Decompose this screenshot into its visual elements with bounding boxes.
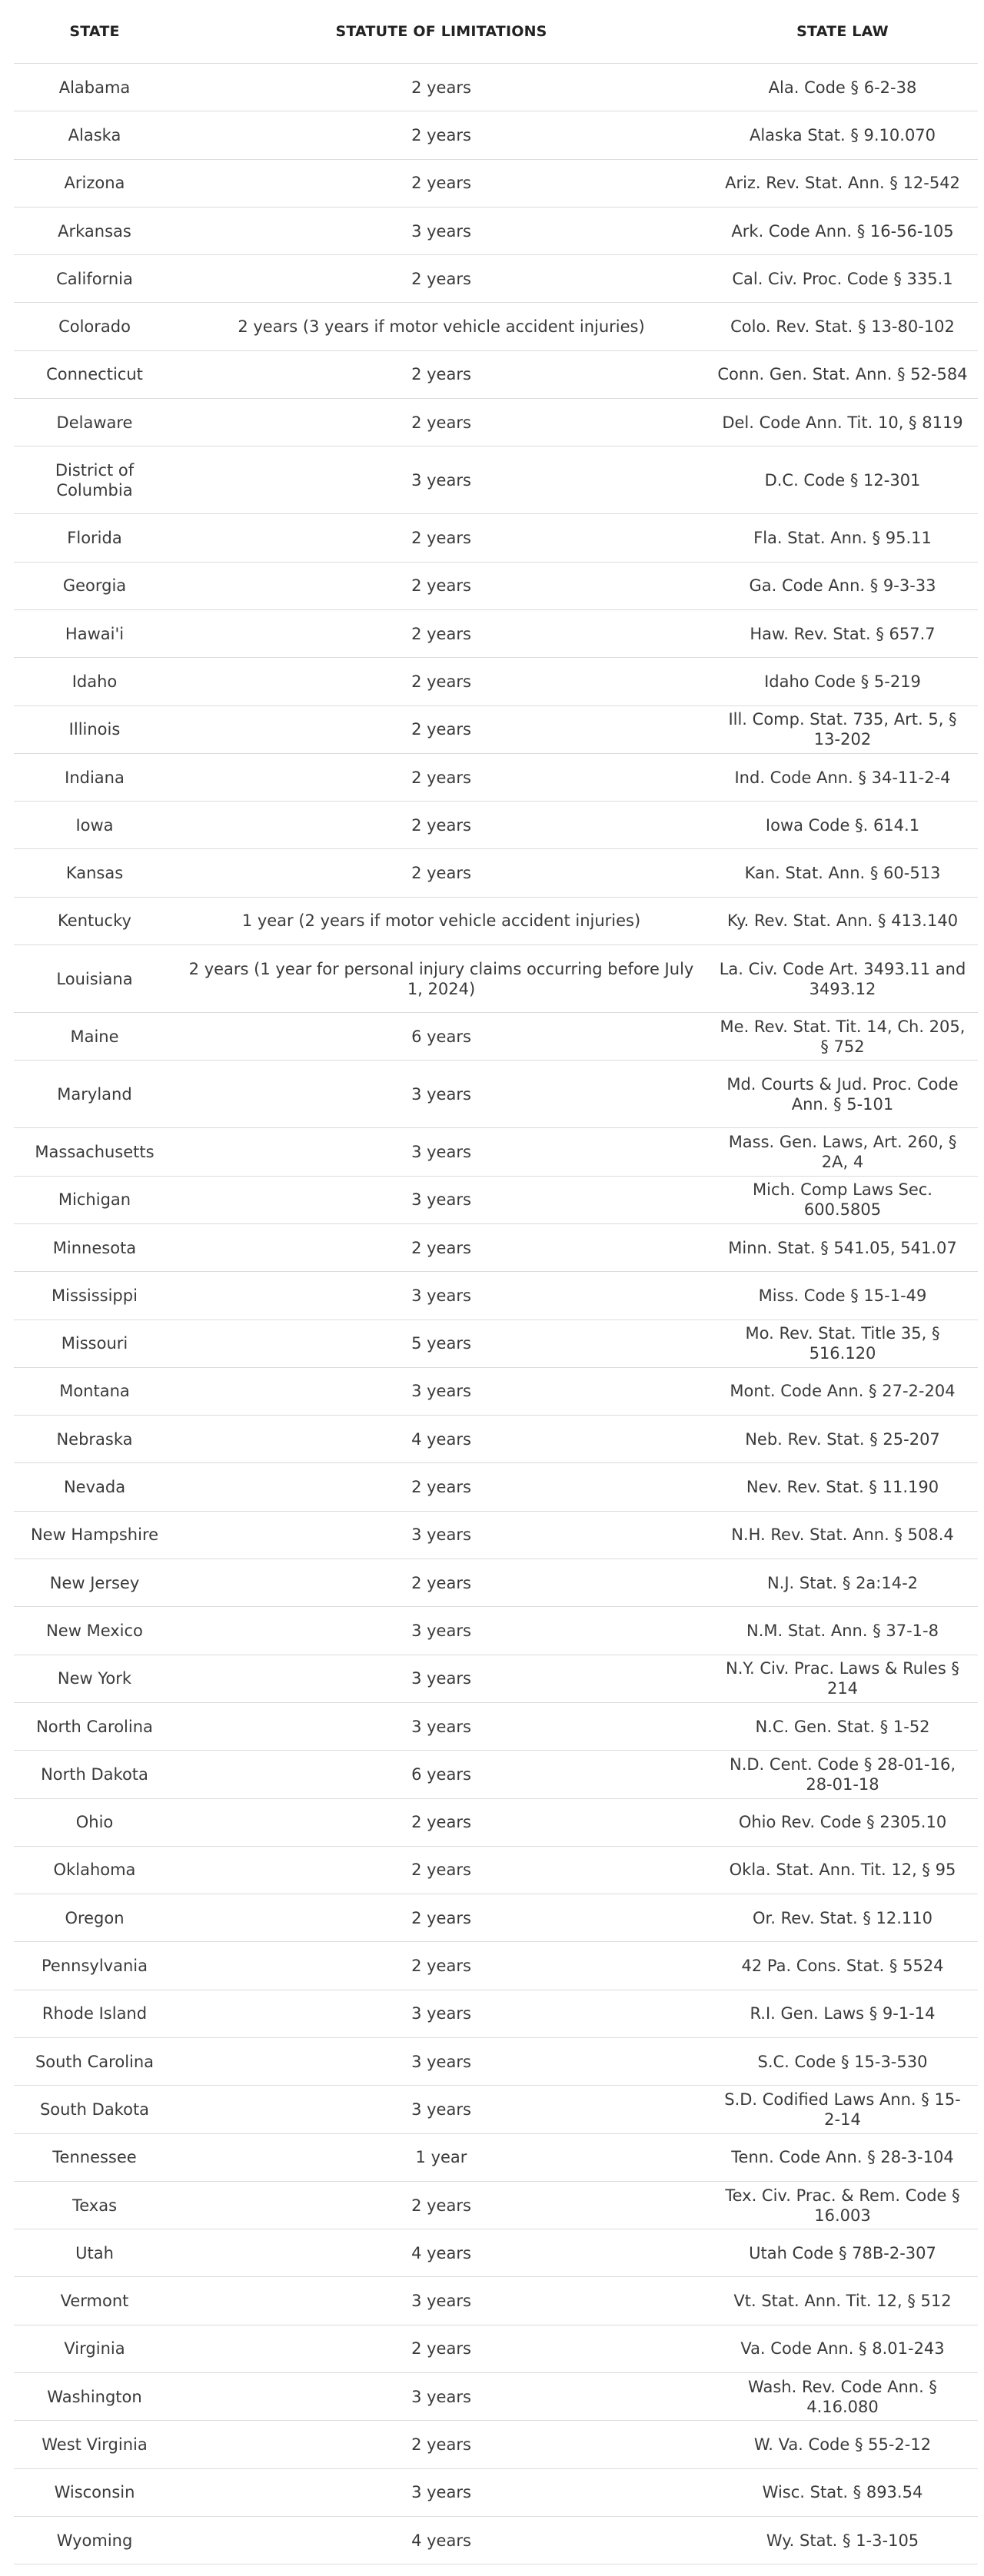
state-cell: Indiana: [14, 753, 175, 801]
table-row: [14, 753, 978, 801]
state-cell: Pennsylvania: [14, 1942, 175, 1990]
statute-cell: 3 years: [175, 2468, 707, 2516]
state-law-cell: N.C. Gen. Stat. § 1-52: [707, 1702, 978, 1750]
state-cell: Wyoming: [14, 2516, 175, 2564]
state-cell: Arkansas: [14, 207, 175, 254]
statute-cell: 2 years: [175, 2181, 707, 2229]
statute-cell: 3 years: [175, 1607, 707, 1655]
state-cell: Hawai'i: [14, 609, 175, 657]
state-cell: Massachusetts: [14, 1128, 175, 1176]
statute-cell: 3 years: [175, 2373, 707, 2421]
table-row: [14, 802, 978, 849]
statute-cell: 2 years: [175, 2421, 707, 2468]
table-row: [14, 2325, 978, 2372]
state-cell: Utah: [14, 2229, 175, 2277]
state-law-cell: N.D. Cent. Code § 28-01-16, 28-01-18: [707, 1751, 978, 1798]
table-row: [14, 1367, 978, 1415]
state-law-cell: Or. Rev. Stat. § 12.110: [707, 1894, 978, 1942]
state-law-cell: Mass. Gen. Laws, Art. 260, § 2A, 4: [707, 1128, 978, 1176]
state-law-cell: N.Y. Civ. Prac. Laws & Rules § 214: [707, 1655, 978, 1702]
statute-cell: 2 years: [175, 2325, 707, 2372]
state-law-cell: Ariz. Rev. Stat. Ann. § 12-542: [707, 159, 978, 207]
statute-cell: 6 years: [175, 1751, 707, 1798]
state-law-cell: Tenn. Code Ann. § 28-3-104: [707, 2133, 978, 2181]
state-law-cell: Miss. Code § 15-1-49: [707, 1272, 978, 1320]
table-row: [14, 1559, 978, 1607]
table-row: [14, 64, 978, 111]
state-cell: Colorado: [14, 303, 175, 350]
state-law-cell: Okla. Stat. Ann. Tit. 12, § 95: [707, 1846, 978, 1894]
state-law-cell: Ky. Rev. Stat. Ann. § 413.140: [707, 897, 978, 944]
state-cell: Minnesota: [14, 1223, 175, 1271]
state-cell: Maryland: [14, 1061, 175, 1128]
statute-cell: 2 years: [175, 1846, 707, 1894]
state-cell: Tennessee: [14, 2133, 175, 2181]
statute-cell: 2 years: [175, 802, 707, 849]
table-row: [14, 609, 978, 657]
state-cell: Montana: [14, 1367, 175, 1415]
state-law-cell: S.C. Code § 15-3-530: [707, 2037, 978, 2085]
state-law-cell: Haw. Rev. Stat. § 657.7: [707, 609, 978, 657]
statute-cell: 2 years: [175, 1559, 707, 1607]
statute-cell: 2 years: [175, 111, 707, 159]
table-row: [14, 1128, 978, 1176]
statute-cell: 2 years: [175, 255, 707, 303]
state-law-cell: N.H. Rev. Stat. Ann. § 508.4: [707, 1511, 978, 1559]
state-cell: Texas: [14, 2181, 175, 2229]
table-row: [14, 159, 978, 207]
table-row: [14, 1990, 978, 2037]
state-law-cell: Ala. Code § 6-2-38: [707, 64, 978, 111]
state-law-cell: Colo. Rev. Stat. § 13-80-102: [707, 303, 978, 350]
statute-cell: 5 years: [175, 1320, 707, 1367]
header-state: STATE: [14, 0, 175, 64]
table-row: [14, 255, 978, 303]
state-law-cell: Ind. Code Ann. § 34-11-2-4: [707, 753, 978, 801]
statute-cell: 2 years (3 years if motor vehicle accident injuries): [175, 303, 707, 350]
table-row: [14, 1272, 978, 1320]
state-law-cell: Wisc. Stat. § 893.54: [707, 2468, 978, 2516]
state-law-cell: Conn. Gen. Stat. Ann. § 52-584: [707, 350, 978, 398]
table-row: [14, 562, 978, 609]
state-law-cell: La. Civ. Code Art. 3493.11 and 3493.12: [707, 945, 978, 1013]
state-cell: Alabama: [14, 64, 175, 111]
table-row: [14, 849, 978, 897]
statute-cell: 2 years: [175, 350, 707, 398]
state-law-cell: Mont. Code Ann. § 27-2-204: [707, 1367, 978, 1415]
statute-cell: 2 years (1 year for personal injury claims occurring before July 1, 2024): [175, 945, 707, 1013]
state-law-cell: Utah Code § 78B-2-307: [707, 2229, 978, 2277]
table-row: [14, 514, 978, 562]
table-row: [14, 705, 978, 753]
state-cell: New Hampshire: [14, 1511, 175, 1559]
table-row: [14, 399, 978, 446]
table-row: [14, 2277, 978, 2325]
table-body: [14, 64, 978, 2564]
state-law-cell: Iowa Code §. 614.1: [707, 802, 978, 849]
table-row: [14, 1320, 978, 1367]
state-cell: Washington: [14, 2373, 175, 2421]
state-cell: New Mexico: [14, 1607, 175, 1655]
state-law-cell: Ill. Comp. Stat. 735, Art. 5, § 13-202: [707, 705, 978, 753]
state-cell: Nevada: [14, 1463, 175, 1511]
state-cell: Illinois: [14, 705, 175, 753]
statute-cell: 1 year: [175, 2133, 707, 2181]
table-row: [14, 2037, 978, 2085]
statute-cell: 1 year (2 years if motor vehicle accident injuries): [175, 897, 707, 944]
state-cell: Nebraska: [14, 1416, 175, 1463]
table-row: [14, 1416, 978, 1463]
statute-cell: 3 years: [175, 1990, 707, 2037]
table-row: [14, 111, 978, 159]
statute-of-limitations-table: [14, 0, 978, 2564]
statute-cell: 2 years: [175, 1223, 707, 1271]
statute-cell: 3 years: [175, 1176, 707, 1223]
table-row: [14, 1061, 978, 1128]
state-cell: Georgia: [14, 562, 175, 609]
statute-cell: 3 years: [175, 1655, 707, 1702]
state-cell: Oklahoma: [14, 1846, 175, 1894]
state-cell: Wisconsin: [14, 2468, 175, 2516]
state-cell: South Carolina: [14, 2037, 175, 2085]
state-cell: Delaware: [14, 399, 175, 446]
statute-cell: 2 years: [175, 705, 707, 753]
state-cell: Idaho: [14, 658, 175, 705]
header-row: [14, 0, 978, 64]
table-row: [14, 2181, 978, 2229]
table-row: [14, 303, 978, 350]
state-cell: Virginia: [14, 2325, 175, 2372]
statute-cell: 2 years: [175, 159, 707, 207]
table-row: [14, 350, 978, 398]
table-row: [14, 2468, 978, 2516]
state-law-cell: Va. Code Ann. § 8.01-243: [707, 2325, 978, 2372]
statute-cell: 3 years: [175, 2086, 707, 2133]
statute-cell: 2 years: [175, 1942, 707, 1990]
state-cell: Mississippi: [14, 1272, 175, 1320]
statute-cell: 3 years: [175, 1128, 707, 1176]
statute-cell: 2 years: [175, 753, 707, 801]
state-cell: Ohio: [14, 1798, 175, 1846]
state-cell: South Dakota: [14, 2086, 175, 2133]
header-state-law: STATE LAW: [707, 0, 978, 64]
table-row: [14, 1942, 978, 1990]
state-cell: Vermont: [14, 2277, 175, 2325]
state-cell: West Virginia: [14, 2421, 175, 2468]
statute-cell: 2 years: [175, 64, 707, 111]
table-row: [14, 2373, 978, 2421]
state-law-cell: W. Va. Code § 55-2-12: [707, 2421, 978, 2468]
table-row: [14, 446, 978, 514]
table-row: [14, 1176, 978, 1223]
state-cell: Iowa: [14, 802, 175, 849]
state-cell: Connecticut: [14, 350, 175, 398]
statute-cell: 2 years: [175, 609, 707, 657]
table-row: [14, 207, 978, 254]
state-cell: Maine: [14, 1013, 175, 1061]
state-cell: New York: [14, 1655, 175, 1702]
state-law-cell: Mo. Rev. Stat. Title 35, § 516.120: [707, 1320, 978, 1367]
table-row: [14, 1607, 978, 1655]
statute-cell: 4 years: [175, 1416, 707, 1463]
statute-cell: 3 years: [175, 2277, 707, 2325]
statute-cell: 3 years: [175, 1272, 707, 1320]
state-law-cell: Minn. Stat. § 541.05, 541.07: [707, 1223, 978, 1271]
table-row: [14, 1511, 978, 1559]
state-law-cell: S.D. Codified Laws Ann. § 15-2-14: [707, 2086, 978, 2133]
statute-cell: 2 years: [175, 1463, 707, 1511]
table-row: [14, 2229, 978, 2277]
table-row: [14, 1702, 978, 1750]
state-law-cell: Wy. Stat. § 1-3-105: [707, 2516, 978, 2564]
state-law-cell: N.J. Stat. § 2a:14-2: [707, 1559, 978, 1607]
statute-cell: 2 years: [175, 849, 707, 897]
table-row: [14, 2516, 978, 2564]
statute-cell: 6 years: [175, 1013, 707, 1061]
table-row: [14, 2086, 978, 2133]
state-cell: Louisiana: [14, 945, 175, 1013]
state-law-cell: Mich. Comp Laws Sec. 600.5805: [707, 1176, 978, 1223]
table-row: [14, 1655, 978, 1702]
state-law-cell: Fla. Stat. Ann. § 95.11: [707, 514, 978, 562]
statute-cell: 2 years: [175, 1894, 707, 1942]
state-law-cell: Idaho Code § 5-219: [707, 658, 978, 705]
state-law-cell: R.I. Gen. Laws § 9-1-14: [707, 1990, 978, 2037]
table-row: [14, 2133, 978, 2181]
state-cell: Florida: [14, 514, 175, 562]
header-statute-of-limitations: STATUTE OF LIMITATIONS: [175, 0, 707, 64]
table-row: [14, 1846, 978, 1894]
statute-cell: 3 years: [175, 207, 707, 254]
state-cell: Rhode Island: [14, 1990, 175, 2037]
table-row: [14, 1894, 978, 1942]
table-row: [14, 1463, 978, 1511]
state-law-cell: 42 Pa. Cons. Stat. § 5524: [707, 1942, 978, 1990]
table-row: [14, 658, 978, 705]
statute-cell: 3 years: [175, 1511, 707, 1559]
statute-cell: 3 years: [175, 446, 707, 514]
state-law-cell: Tex. Civ. Prac. & Rem. Code § 16.003: [707, 2181, 978, 2229]
statute-cell: 3 years: [175, 2037, 707, 2085]
statute-cell: 2 years: [175, 399, 707, 446]
table-row: [14, 1223, 978, 1271]
state-law-cell: Ga. Code Ann. § 9-3-33: [707, 562, 978, 609]
table-row: [14, 1751, 978, 1798]
state-law-cell: Del. Code Ann. Tit. 10, § 8119: [707, 399, 978, 446]
state-law-cell: D.C. Code § 12-301: [707, 446, 978, 514]
state-cell: District of Columbia: [14, 446, 175, 514]
state-cell: Michigan: [14, 1176, 175, 1223]
state-law-cell: Me. Rev. Stat. Tit. 14, Ch. 205, § 752: [707, 1013, 978, 1061]
state-cell: Missouri: [14, 1320, 175, 1367]
state-law-cell: Vt. Stat. Ann. Tit. 12, § 512: [707, 2277, 978, 2325]
statute-cell: 4 years: [175, 2516, 707, 2564]
state-law-cell: Ark. Code Ann. § 16-56-105: [707, 207, 978, 254]
state-cell: Kansas: [14, 849, 175, 897]
state-law-cell: Md. Courts & Jud. Proc. Code Ann. § 5-101: [707, 1061, 978, 1128]
state-cell: New Jersey: [14, 1559, 175, 1607]
state-law-cell: N.M. Stat. Ann. § 37-1-8: [707, 1607, 978, 1655]
table-row: [14, 897, 978, 944]
table-header: [14, 0, 978, 64]
state-law-cell: Ohio Rev. Code § 2305.10: [707, 1798, 978, 1846]
state-cell: Arizona: [14, 159, 175, 207]
table-row: [14, 2421, 978, 2468]
state-law-cell: Wash. Rev. Code Ann. § 4.16.080: [707, 2373, 978, 2421]
statute-cell: 3 years: [175, 1702, 707, 1750]
state-law-cell: Alaska Stat. § 9.10.070: [707, 111, 978, 159]
state-cell: Alaska: [14, 111, 175, 159]
state-cell: Oregon: [14, 1894, 175, 1942]
statute-cell: 2 years: [175, 514, 707, 562]
statute-cell: 4 years: [175, 2229, 707, 2277]
table-row: [14, 945, 978, 1013]
state-cell: California: [14, 255, 175, 303]
state-cell: Kentucky: [14, 897, 175, 944]
state-law-cell: Nev. Rev. Stat. § 11.190: [707, 1463, 978, 1511]
state-law-cell: Neb. Rev. Stat. § 25-207: [707, 1416, 978, 1463]
state-cell: North Dakota: [14, 1751, 175, 1798]
statute-cell: 3 years: [175, 1061, 707, 1128]
state-law-cell: Cal. Civ. Proc. Code § 335.1: [707, 255, 978, 303]
statute-cell: 3 years: [175, 1367, 707, 1415]
table-row: [14, 1798, 978, 1846]
statute-cell: 2 years: [175, 658, 707, 705]
statute-cell: 2 years: [175, 562, 707, 609]
state-law-cell: Kan. Stat. Ann. § 60-513: [707, 849, 978, 897]
statute-cell: 2 years: [175, 1798, 707, 1846]
table-row: [14, 1013, 978, 1061]
statute-table-container: [14, 0, 978, 2564]
state-cell: North Carolina: [14, 1702, 175, 1750]
